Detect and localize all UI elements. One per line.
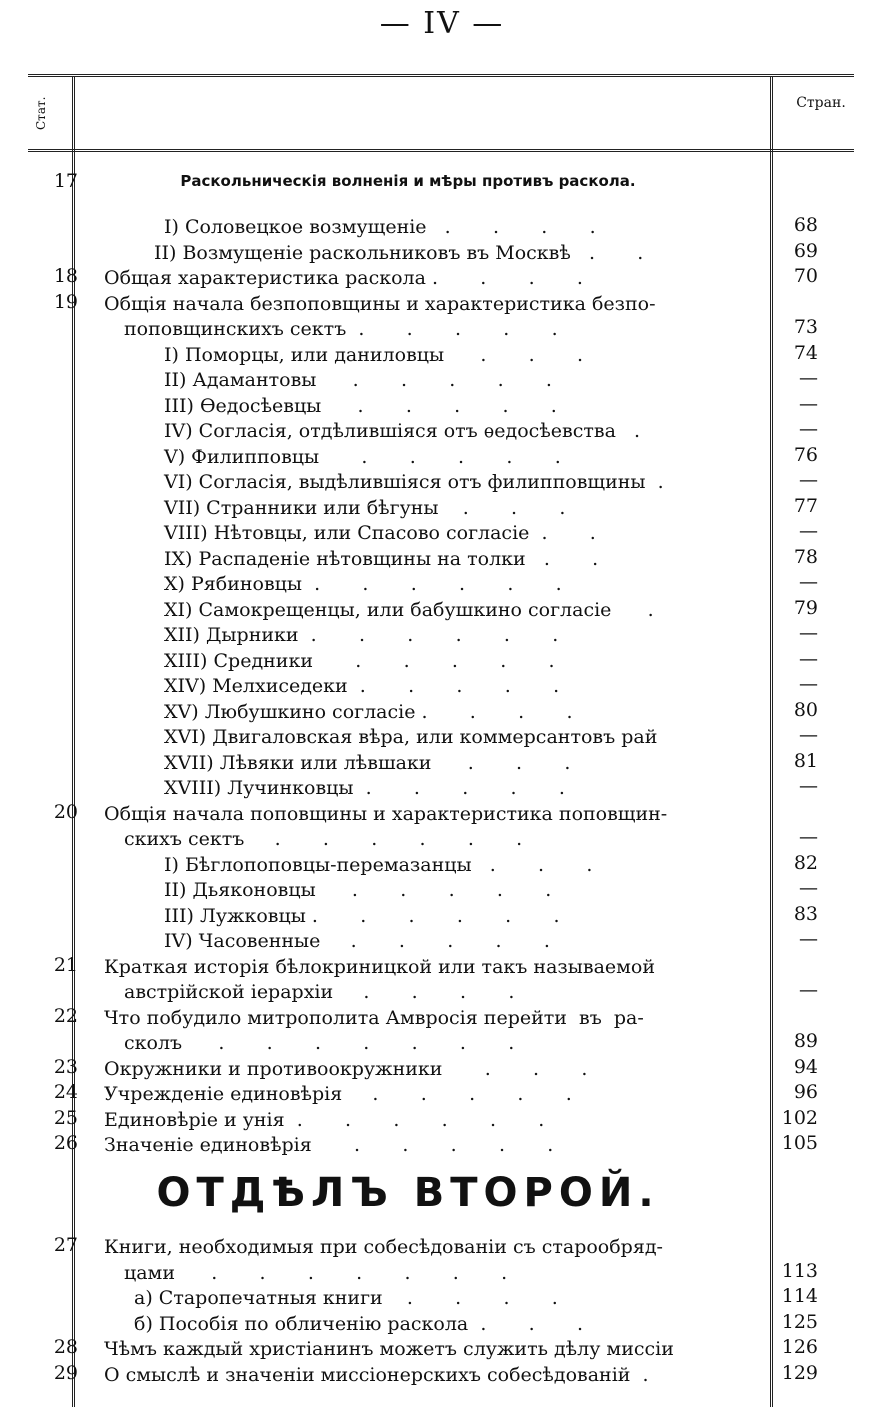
row-page: 79: [793, 596, 818, 619]
header-rule: [28, 149, 854, 152]
row-page: 76: [793, 443, 818, 466]
row-title: XV) Любушкино согласіе . . . .: [164, 700, 573, 723]
section2-heading: ОТДѢЛЪ ВТОРОЙ.: [156, 1170, 660, 1216]
row-page: 82: [793, 851, 818, 874]
row-number: 28: [53, 1336, 78, 1358]
row-title: Общія начала поповщины и характеристика поповщин-: [104, 802, 668, 825]
row-title: XIII) Средники . . . . .: [164, 649, 555, 672]
row-title: цами . . . . . . .: [124, 1261, 508, 1284]
row-page: 70: [793, 265, 818, 287]
row-page: —: [799, 826, 818, 848]
row-title: австрійской іерархіи . . . .: [124, 981, 515, 1003]
row-page: —: [799, 392, 818, 415]
row-title: Общія начала безпоповщины и характеристика безпо-: [104, 292, 656, 315]
row-page: 78: [793, 545, 818, 568]
row-title: поповщинскихъ сектъ . . . . .: [124, 318, 558, 340]
row-title: IV) Часовенные . . . . .: [164, 930, 550, 952]
row-title: II) Возмущеніе раскольниковъ въ Москвѣ . .: [154, 241, 644, 264]
row-number: 29: [53, 1361, 78, 1384]
row-title: Общая характеристика раскола . . . .: [104, 267, 583, 289]
row-page: 68: [793, 214, 818, 236]
row-title: I) Бѣглопоповцы-перемазанцы . . .: [164, 853, 593, 876]
row-number: 26: [53, 1132, 78, 1154]
row-title: Чѣмъ каждый христіанинъ можетъ служить дѣлу миссіи: [104, 1338, 674, 1360]
row-title: скихъ сектъ . . . . . .: [124, 828, 523, 850]
row-title: I) Соловецкое возмущеніе . . . .: [164, 216, 596, 238]
row-page: 129: [781, 1361, 818, 1384]
row-page: —: [799, 622, 818, 644]
page-header: — IV —: [379, 6, 505, 41]
row-page: 96: [793, 1081, 818, 1103]
row-title: а) Старопечатныя книги . . . .: [134, 1287, 558, 1309]
column-header-stat: Стат.: [34, 96, 48, 130]
row-title: Книги, необходимыя при собесѣдованіи съ старообряд-: [104, 1236, 663, 1258]
row-title: VII) Странники или бѣгуны . . .: [164, 496, 566, 519]
row-page: —: [799, 647, 818, 670]
row-title: VI) Согласія, выдѣлившіяся отъ филипповщины .: [164, 471, 664, 493]
row-page: 80: [793, 698, 818, 721]
row-page: 74: [793, 341, 818, 364]
row-page: —: [799, 571, 818, 593]
row-page: 83: [793, 902, 818, 925]
row-title: Учрежденіе единовѣрія . . . . .: [104, 1083, 572, 1105]
row-title: VIII) Нѣтовцы, или Спасово согласіе . .: [164, 522, 596, 544]
row-title: XVII) Лѣвяки или лѣвшаки . . .: [164, 751, 571, 774]
row-page: —: [799, 673, 818, 695]
row-title: XVI) Двигаловская вѣра, или коммерсантовъ рай: [164, 726, 658, 748]
row-page: 105: [781, 1132, 818, 1154]
row-title: Что побудило митрополита Амвросія перейти въ ра-: [104, 1006, 644, 1029]
row-title: XII) Дырники . . . . . .: [164, 624, 559, 646]
row-page: 114: [781, 1285, 818, 1307]
row-title: Краткая исторія бѣлокриницкой или такъ называемой: [104, 955, 656, 978]
row-number: 22: [53, 1004, 78, 1027]
row-number: 23: [53, 1055, 78, 1078]
row-page: —: [799, 367, 818, 389]
row-title: V) Филипповцы . . . . .: [164, 445, 561, 468]
row-page: —: [799, 724, 818, 746]
row-page: —: [799, 520, 818, 542]
row-page: 125: [781, 1310, 818, 1333]
row-title: XI) Самокрещенцы, или бабушкино согласіе .: [164, 598, 654, 621]
row-title: X) Рябиновцы . . . . . .: [164, 573, 562, 595]
row-number: 27: [53, 1234, 78, 1256]
row-title: Окружники и противоокружники . . .: [104, 1057, 588, 1080]
row-page: 81: [793, 749, 818, 772]
row-title: IX) Распаденіе нѣтовщины на толки . .: [164, 547, 599, 570]
row-page: 73: [793, 316, 818, 338]
row-title: сколъ . . . . . . .: [124, 1032, 515, 1054]
row-page: —: [799, 928, 818, 950]
row-page: —: [799, 775, 818, 797]
row-title: б) Пособія по обличенію раскола . . .: [134, 1312, 583, 1335]
row-page: 126: [781, 1336, 818, 1358]
row-title: I) Поморцы, или даниловцы . . .: [164, 343, 584, 366]
row-page: 113: [781, 1259, 818, 1282]
row-number: 20: [53, 800, 78, 823]
row-page: 102: [781, 1106, 818, 1129]
row-page: —: [799, 877, 818, 899]
row-number: 19: [53, 290, 78, 313]
row-title: Значеніе единовѣрія . . . . .: [104, 1134, 554, 1156]
row-number: 25: [53, 1106, 78, 1129]
row-title: XVIII) Лучинковцы . . . . .: [164, 777, 565, 799]
row-page: 94: [793, 1055, 818, 1078]
row-title: II) Адамантовы . . . . .: [164, 369, 552, 391]
row-title: XIV) Мелхиседеки . . . . .: [164, 675, 560, 697]
row-title: Единовѣріе и унія . . . . . .: [104, 1108, 545, 1131]
row-page: 89: [793, 1030, 818, 1052]
row-title: II) Дьяконовцы . . . . .: [164, 879, 552, 901]
row-title: III) Ѳедосѣевцы . . . . .: [164, 394, 557, 417]
row-title: III) Лужковцы . . . . . .: [164, 904, 560, 927]
row-number: 18: [53, 265, 78, 287]
row-title: О смыслѣ и значеніи миссіонерскихъ собесѣдованій .: [104, 1363, 649, 1386]
row-page: —: [799, 418, 818, 440]
row-page: 77: [793, 494, 818, 517]
row-number: 24: [53, 1081, 78, 1103]
row-title: IV) Согласія, отдѣлившіяся отъ ѳедосѣевства .: [164, 420, 641, 442]
row-number: 21: [53, 953, 78, 976]
row-page: —: [799, 469, 818, 491]
row-page: —: [799, 979, 818, 1001]
section1-number: 17: [53, 170, 78, 192]
row-page: 69: [793, 239, 818, 262]
section1-heading: Раскольническія волненія и мѣры противъ раскола.: [180, 172, 636, 190]
column-header-page: Стран.: [796, 95, 846, 111]
